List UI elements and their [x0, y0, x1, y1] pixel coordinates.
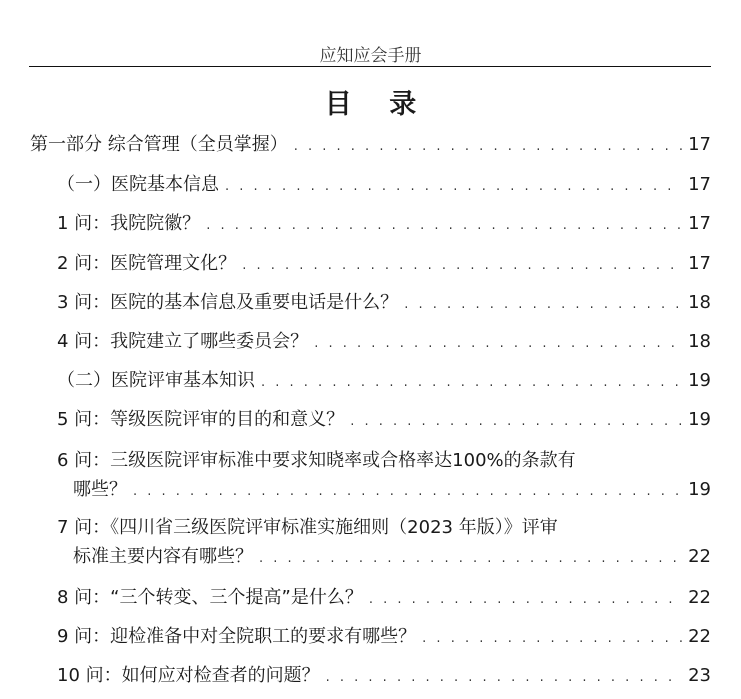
- toc-page-number: 18: [688, 292, 711, 313]
- toc-entry-section-1[interactable]: [57, 174, 711, 198]
- toc-entry-q10[interactable]: [57, 665, 711, 689]
- toc-leader-dots: [206, 215, 682, 237]
- toc-entry-q9[interactable]: [57, 626, 711, 650]
- toc-page-number: 23: [688, 665, 711, 686]
- toc-entry-q7-line1[interactable]: 7 问：《四川省三级医院评审标准实施细则（2023 年版）》评审: [57, 517, 558, 538]
- toc-entry-text: 3 问：医院的基本信息及重要电话是什么？: [57, 292, 399, 313]
- toc-leader-dots: [314, 333, 682, 355]
- toc-entry-text: 9 问：迎检准备中对全院职工的要求有哪些？: [57, 626, 417, 647]
- running-header: 应知应会手册: [319, 46, 422, 66]
- toc-page-number: 22: [688, 587, 711, 608]
- toc-leader-dots: [422, 628, 682, 650]
- toc-entry-q1[interactable]: [57, 213, 711, 237]
- toc-entry-q2[interactable]: [57, 253, 711, 277]
- toc-leader-dots: [294, 136, 682, 158]
- toc-page-number: 18: [688, 331, 711, 352]
- toc-entry-q6[interactable]: [73, 479, 711, 503]
- toc-page-number: 22: [688, 626, 711, 647]
- toc-page-number: 17: [688, 134, 711, 155]
- toc-leader-dots: [404, 294, 682, 316]
- toc-entry-q4[interactable]: [57, 331, 711, 355]
- toc-entry-text: 5 问：等级医院评审的目的和意义？: [57, 409, 345, 430]
- toc-entry-text: 4 问：我院建立了哪些委员会？: [57, 331, 309, 352]
- toc-entry-text: 8 问：“三个转变、三个提高”是什么？: [57, 587, 363, 608]
- toc-entry-text: 2 问：医院管理文化？: [57, 253, 237, 274]
- toc-entry-text: 哪些？: [73, 479, 127, 500]
- toc-page-number: 17: [688, 213, 711, 234]
- toc-entry-text: （一）医院基本信息: [57, 174, 219, 195]
- toc-leader-dots: [350, 411, 682, 433]
- toc-page-number: 19: [688, 479, 711, 500]
- header-rule: [29, 66, 711, 67]
- toc-leader-dots: [326, 667, 682, 689]
- toc-title: 目 录: [324, 89, 431, 120]
- toc-leader-dots: [261, 372, 682, 394]
- toc-entry-q7[interactable]: [73, 546, 711, 570]
- toc-entry-text: 10 问：如何应对检查者的问题？: [57, 665, 320, 686]
- toc-leader-dots: [259, 548, 682, 570]
- toc-page-number: 22: [688, 546, 711, 567]
- toc-entry-q8[interactable]: [57, 587, 711, 611]
- toc-entry-q5[interactable]: [57, 409, 711, 433]
- toc-page-number: 17: [688, 253, 711, 274]
- toc-entry-text: 标准主要内容有哪些？: [73, 546, 253, 567]
- toc-leader-dots: [369, 589, 682, 611]
- toc-entry-text: （二）医院评审基本知识: [57, 370, 255, 391]
- toc-page-number: 17: [688, 174, 711, 195]
- toc-page-number: 19: [688, 409, 711, 430]
- toc-entry-text: 第一部分 综合管理（全员掌握）: [30, 134, 288, 155]
- toc-entry-text: 1 问：我院院徽？: [57, 213, 201, 234]
- toc-leader-dots: [133, 481, 682, 503]
- toc-leader-dots: [242, 255, 682, 277]
- toc-entry-part-1[interactable]: [30, 134, 711, 158]
- toc-page-number: 19: [688, 370, 711, 391]
- toc-entry-section-2[interactable]: [57, 370, 711, 394]
- toc-leader-dots: [225, 176, 682, 198]
- toc-entry-q3[interactable]: [57, 292, 711, 316]
- toc-entry-q6-line1[interactable]: 6 问：三级医院评审标准中要求知晓率或合格率达100%的条款有: [57, 450, 576, 471]
